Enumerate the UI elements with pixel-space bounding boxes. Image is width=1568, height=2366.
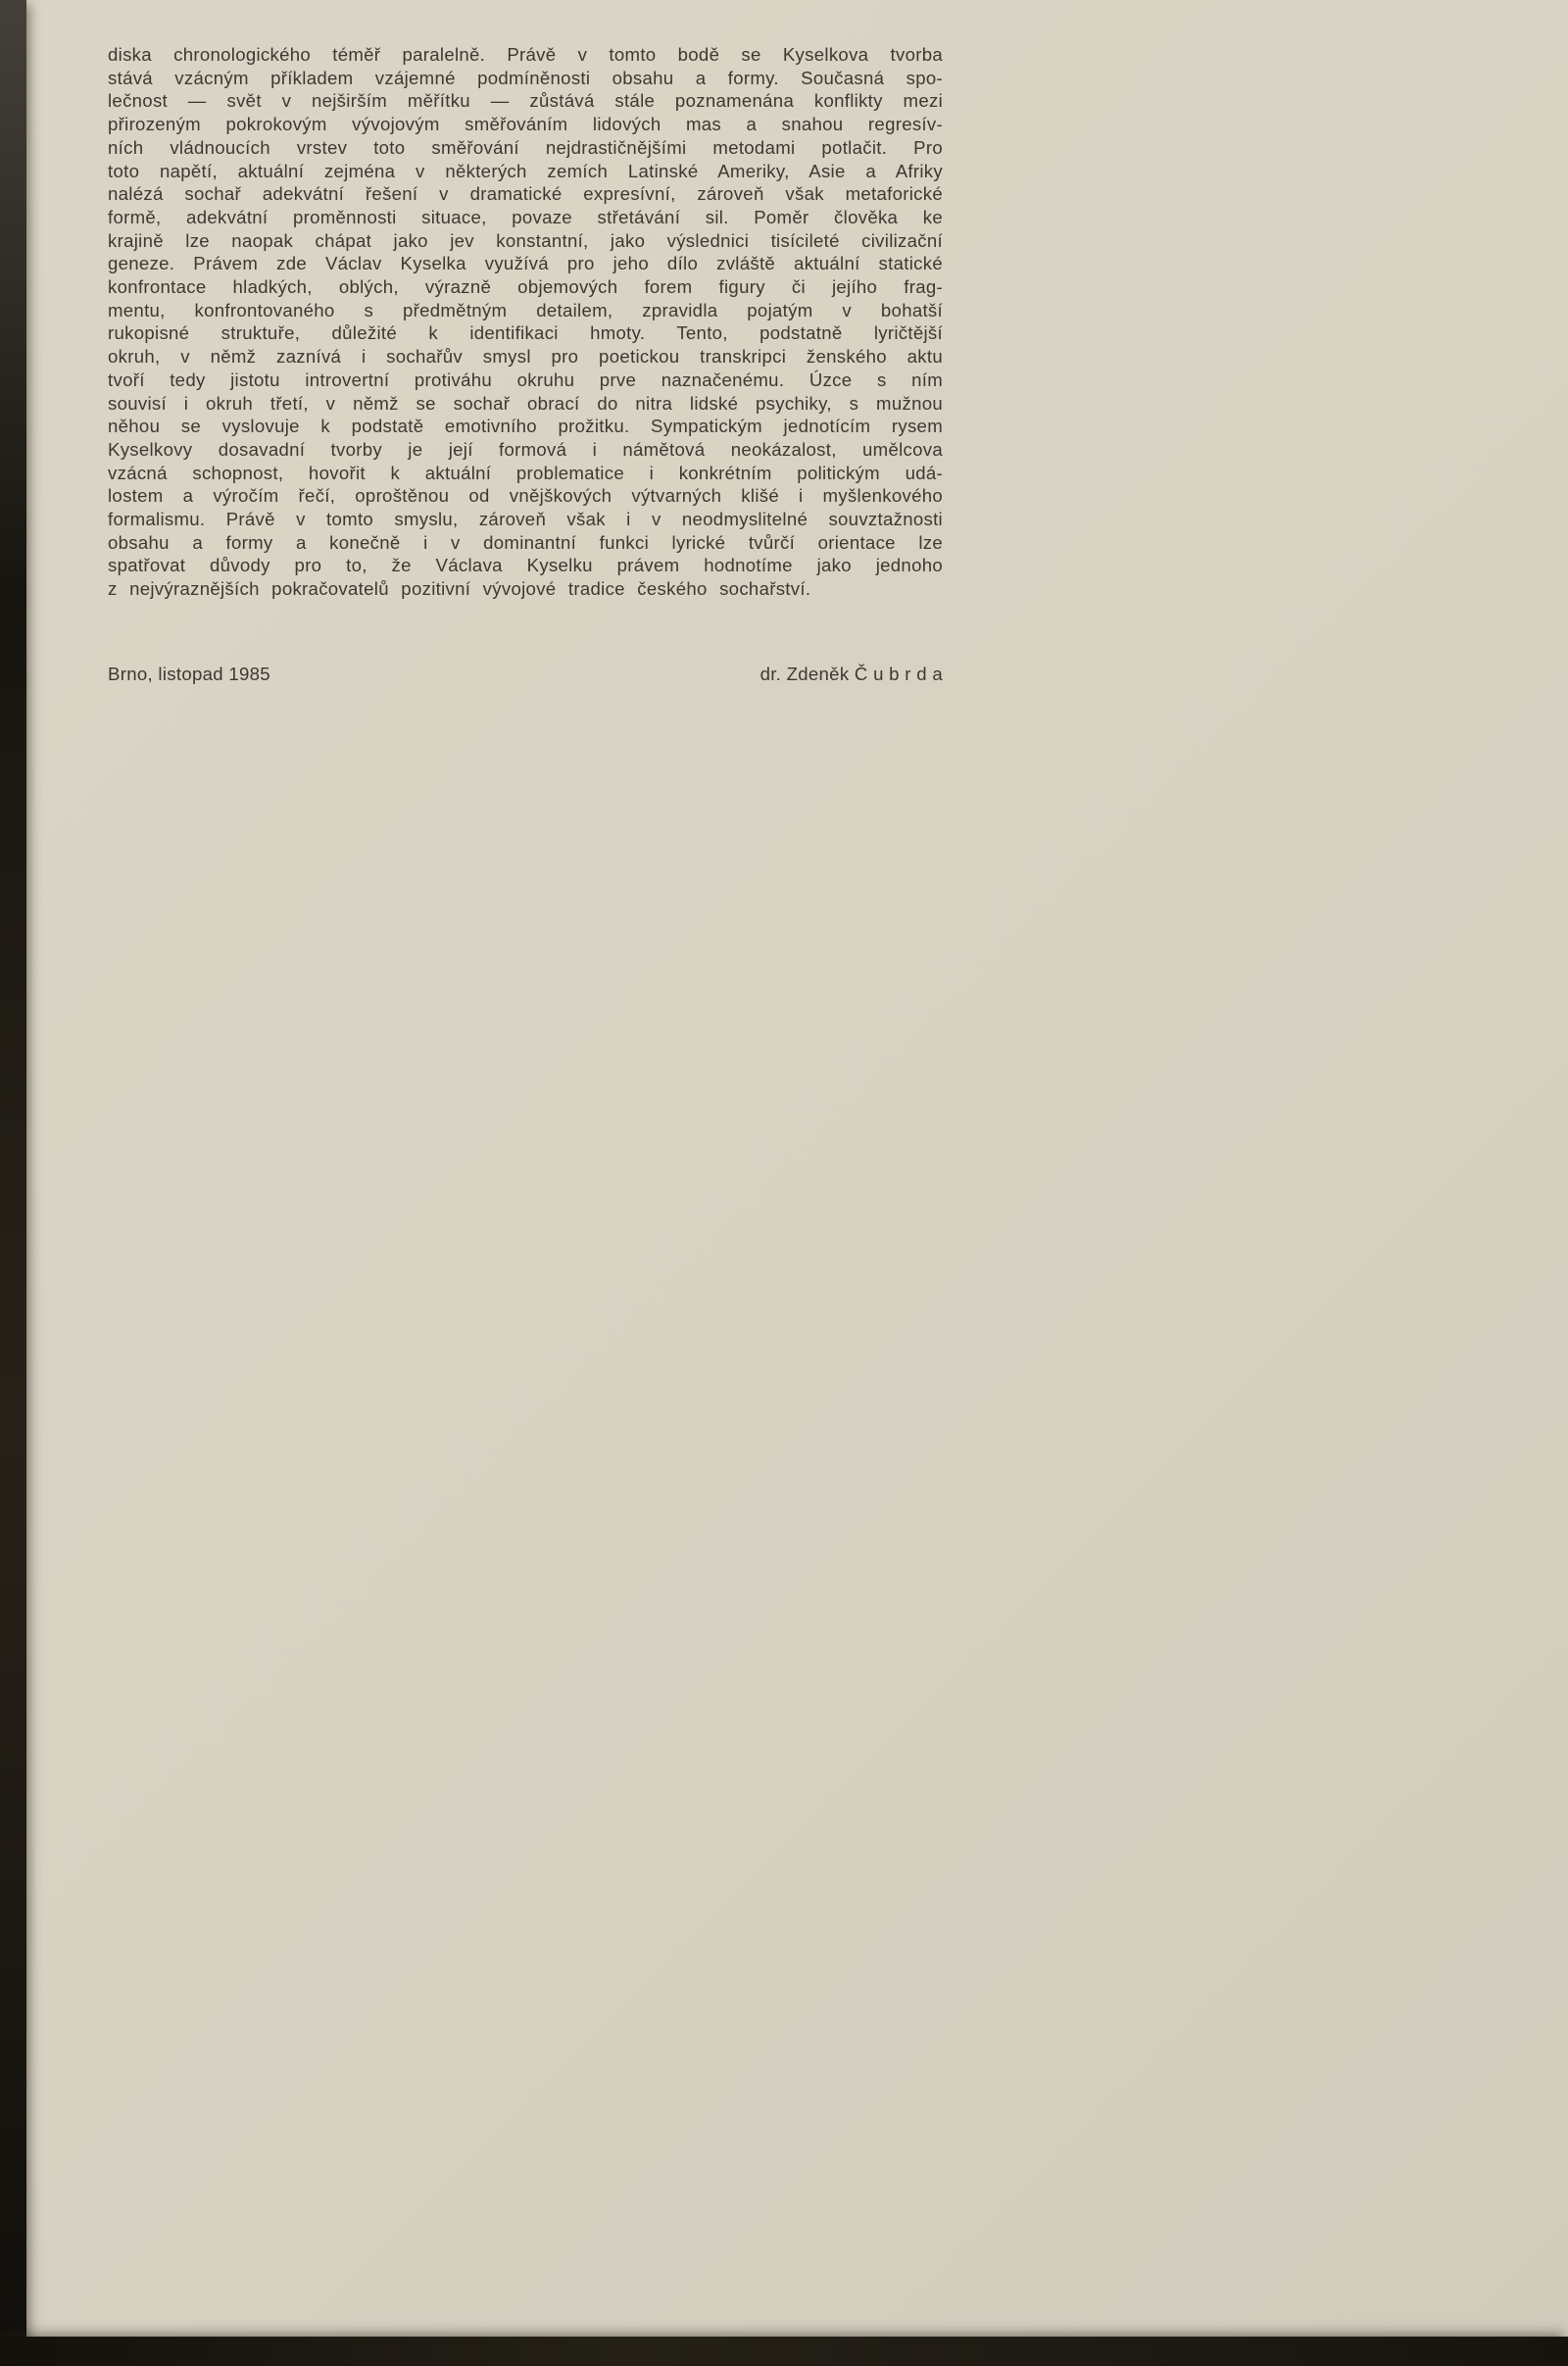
text-line: přirozeným pokrokovým vývojovým směřováním lidových mas a snahou regresív- [108, 114, 943, 135]
text-line: z nejvýraznějších pokračovatelů pozitivní vývojové tradice českého sochařství. [108, 578, 811, 600]
text-line: stává vzácným příkladem vzájemné podmíněnosti obsahu a formy. Současná spo- [108, 67, 943, 88]
text-line: formě, adekvátní proměnnosti situace, povaze střetávání sil. Poměr člověka ke [108, 206, 943, 227]
text-line: Kyselkovy dosavadní tvorby je její formová i námětová neokázalost, umělcova [108, 438, 943, 460]
text-line: okruh, v němž zaznívá i sochařův smysl pro poetickou transkripci ženského aktu [108, 346, 943, 368]
text-line: mentu, konfrontovaného s předmětným detailem, zpravidla pojatým v bohatší [108, 299, 943, 320]
scan-edge-bottom [0, 2337, 1568, 2366]
text-line: lečnost — svět v nejširším měřítku — zůstává stále poznamenána konflikty mezi [108, 90, 943, 112]
text-line: spatřovat důvody pro to, že Václava Kyselku právem hodnotíme jako jednoho [108, 555, 943, 576]
text-line: vzácná schopnost, hovořit k aktuální problematice i konkrétním politickým udá- [108, 462, 943, 483]
signature-row [108, 663, 943, 686]
text-line: diska chronologického téměř paralelně. Právě v tomto bodě se Kyselkova tvorba [108, 44, 943, 65]
text-line: obsahu a formy a konečně i v dominantní funkci lyrické tvůrčí orientace lze [108, 531, 943, 553]
text-line: něhou se vyslovuje k podstatě emotivního prožitku. Sympatickým jednotícím rysem [108, 416, 943, 437]
scan-edge-left [0, 0, 26, 2366]
place-date: Brno, listopad 1985 [108, 663, 270, 684]
text-line: nalézá sochař adekvátní řešení v dramatické expresívní, zároveň však metaforické [108, 183, 943, 205]
text-line: tvoří tedy jistotu introvertní protiváhu okruhu prve naznačenému. Úzce s ním [108, 369, 943, 390]
text-line: formalismu. Právě v tomto smyslu, zároveň však i v neodmyslitelné souvztažnosti [108, 509, 943, 530]
text-line: ních vládnoucích vrstev toto směřování nejdrastičnějšími metodami potlačit. Pro [108, 136, 943, 158]
text-line: rukopisné struktuře, důležité k identifikaci hmoty. Tento, podstatně lyričtější [108, 322, 943, 344]
text-line: konfrontace hladkých, oblých, výrazně objemových forem figury či jejího frag- [108, 276, 943, 298]
text-line: toto napětí, aktuální zejména v některých zemích Latinské Ameriky, Asie a Afriky [108, 160, 943, 181]
text-line: geneze. Právem zde Václav Kyselka využívá pro jeho dílo zvláště aktuální statické [108, 253, 943, 274]
text-line: souvisí i okruh třetí, v němž se sochař obrací do nitra lidské psychiky, s mužnou [108, 392, 943, 414]
text-line: krajině lze naopak chápat jako jev konstantní, jako výslednici tisícileté civilizační [108, 229, 943, 251]
text-line: lostem a výročím řečí, oproštěnou od vnějškových výtvarných klišé i myšlenkového [108, 485, 943, 507]
body-paragraph [108, 43, 943, 686]
author-signature: dr. Zdeněk Č u b r d a [760, 663, 943, 684]
